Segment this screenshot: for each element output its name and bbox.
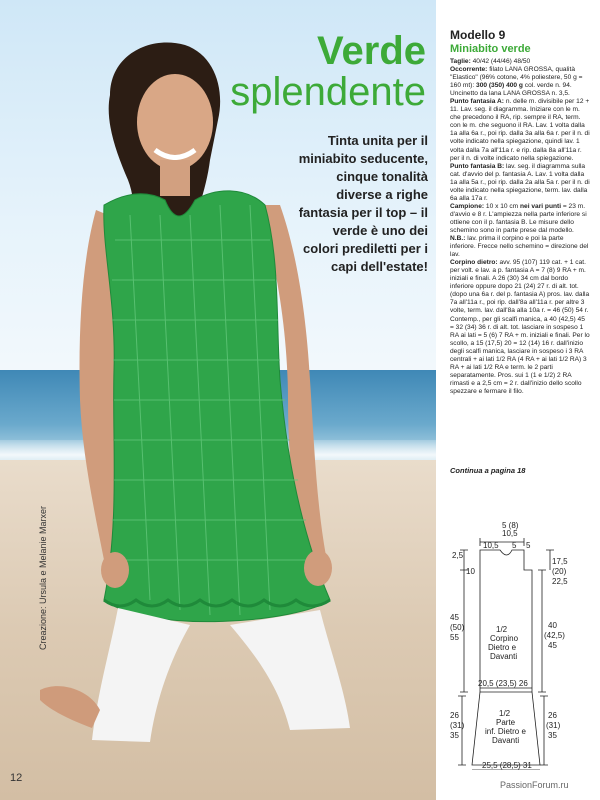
schema-bodice-4: Davanti — [490, 652, 518, 661]
schema-bodice-3: Dietro e — [488, 643, 517, 652]
schema-r2: (20) — [552, 567, 567, 576]
schema-left-50: (50) — [450, 623, 465, 632]
schema-part-2: Parte — [496, 718, 516, 727]
schema-part-3: inf. Dietro e — [485, 727, 526, 736]
model-name: Miniabito verde — [450, 43, 531, 55]
schema-l35: 35 — [450, 731, 459, 740]
intro-text: Tinta unita per il miniabito seducente, cinque tonalità diverse a righe fantasia per il top – il verde è uno dei colori prediletti per i capi dell'estate! — [298, 133, 428, 274]
materials-paragraph: Occorrente: filato LANA GROSSA, qualità "Elastico" (96% cotone, 4% poliestere, 50 g = 160 mt): 300 (350) 400 g col. verde n. 94. Uncinetto da lana LANA GROSSA n. 3,5. — [450, 66, 583, 98]
continue-note: Continua a pagina 18 — [450, 466, 526, 475]
schema-side-top: 2,5 — [452, 551, 464, 560]
headline-line1: Verde — [317, 29, 426, 73]
schema-part-4: Davanti — [492, 736, 520, 745]
schema-l26: 26 — [450, 711, 459, 720]
schema-l3: 5 — [526, 541, 531, 550]
note-paragraph: N.B.: lav. prima il corpino e poi la parte inferiore. Frecce nello schemino = direzione del lav. — [450, 235, 589, 259]
schema-l1: 10,5 — [483, 541, 499, 550]
gauge-paragraph: Campione: 10 x 10 cm nei vari punti = 23 m. d'avvio e 8 r. L'ampiezza nella parte inferiore si ottiene con il p. fantasia B. Le misure dello schemino sono in parte prese dal modello. — [450, 202, 587, 234]
schema-left-10: 10 — [466, 567, 475, 576]
instructions-body — [450, 58, 590, 396]
page-number: 12 — [10, 772, 23, 784]
schema-r35: 35 — [548, 731, 557, 740]
size-schematic — [450, 520, 590, 770]
instructions-column — [450, 28, 590, 396]
design-credit: Creazione: Ursula e Melanie Marxer — [38, 505, 48, 650]
sizes-paragraph: Taglie: 40/42 (44/46) 48/50 — [450, 58, 531, 65]
schema-mid-w: 20,5 (23,5) 26 — [478, 679, 528, 688]
schema-r3: 22,5 — [552, 577, 568, 586]
headline-line2: splendente — [230, 70, 426, 114]
schema-bodice-2: Corpino — [490, 634, 519, 643]
schema-r31: (31) — [546, 721, 561, 730]
schema-left-55: 55 — [450, 633, 459, 642]
back-bodice-paragraph: Corpino dietro: avv. 95 (107) 119 cat. + 1 cat. per volt. e lav. a p. fantasia A = 7 (8) 9 RA + m. iniziali e finali. A 26 (30) 34 cm dal bordo inferiore oppure dopo 21 (24) 27 r. di alt. tot. (dopo una 6a r. del p. fantasia A) pros. lav. dalla 7a all'11a r., poi rip. dall'8a all'11a r. per altre 3 volte, term. lav. dall'8a alla 10a r. = 46 (50) 54 r. Contemp., per gli scalfi manica, a 40 (42,5) 45 = 32 (34) 36 r. di alt. tot. lasciare in sospeso 1 RA ai lati = 5 (6) 7 RA + m. iniziali e finali. Per lo scollo, a 15 (17,5) 20 = 12 (14) 16 r. dall'inizio degli scalfi manica, lasciare in sospeso i 3 RA centrali + ai lati 1/2 RA (4 RA + ai lati 1/2 RA) 3 RA + ai lati 1/2 RA e term. le 2 parti separatamente. Pros. sui 1 (1 e 1/2) 2 RA rimasti e a 2,5 cm = 2 r. dall'inizio dello scollo spezzare e fermare il filo. — [450, 259, 590, 395]
stitch-b-paragraph: Punto fantasia B: lav. seg. il diagramma sulla cat. d'avvio del p. fantasia A. Lav. 1 volta dalla 1a alla 5a r., poi rip. dalla 2a alla 5a r. per il n. di volte indicato nella spiegazione, term. lav. dalla 6a alla 17a r. — [450, 162, 590, 202]
schema-part-1: 1/2 — [499, 709, 511, 718]
schema-r26: 26 — [548, 711, 557, 720]
stitch-a-paragraph: Punto fantasia A: n. delle m. divisibile per 12 + 11. Lav. seg. il diagramma. Iniziare con le m. che precedono il RA, rip. sempre il RA, term. con le m. che seguono il RA. Lav. 1 volta dalla 1a alla 6a r., poi rip. dalla 3a alla 6a r. per il n. di volte indicato nella spiegazione, quindi lav. 1 volta dalla 7a all'11a r. e rip. dalla 8a all'11a r. per il n. di volte indicato nella spiegazione. — [450, 98, 590, 162]
schema-l31: (31) — [450, 721, 465, 730]
schema-r40: 40 — [548, 621, 557, 630]
schema-bodice-1: 1/2 — [496, 625, 508, 634]
schema-r425: (42,5) — [544, 631, 565, 640]
schema-bot-w: 25,5 (28,5) 31 — [482, 761, 532, 770]
schema-left-45: 45 — [450, 613, 459, 622]
schema-top-w: 5 (8) — [502, 521, 519, 530]
schema-l2: 5 — [512, 541, 517, 550]
schema-top-w2: 10,5 — [502, 529, 518, 538]
watermark: PassionForum.ru — [500, 780, 569, 790]
schema-r45: 45 — [548, 641, 557, 650]
model-number: Modello 9 — [450, 28, 506, 42]
schema-r1: 17,5 — [552, 557, 568, 566]
